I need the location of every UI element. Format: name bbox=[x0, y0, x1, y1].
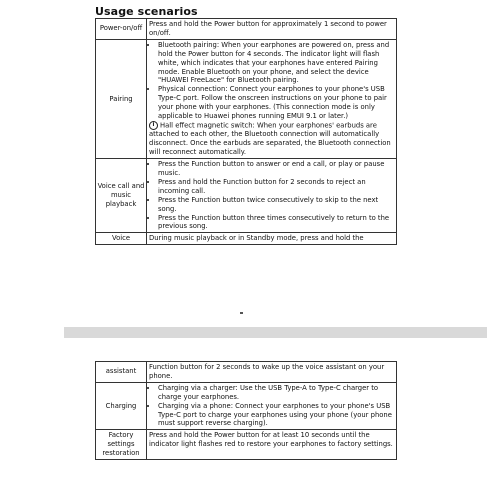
row-text-power: Press and hold the Power button for approximately 1 second to power on/off. bbox=[147, 19, 397, 40]
list-item: • Press the Function button three times consecutively to return to the previous song. bbox=[158, 214, 394, 232]
list-item: • Press the Function button to answer or end a call, or play or pause music. bbox=[158, 160, 394, 178]
row-label-charging: Charging bbox=[96, 382, 147, 430]
table-row bbox=[96, 362, 397, 383]
table-row bbox=[96, 19, 397, 40]
usage-table-bottom bbox=[95, 361, 397, 460]
charging-list bbox=[149, 384, 394, 429]
list-item: • Charging via a phone: Connect your earphones to your phone's USB Type-C port to charge your earphones using your phone (your phone must support reverse charging). bbox=[158, 402, 394, 429]
page-title: Usage scenarios bbox=[95, 5, 198, 18]
row-text-factory: Press and hold the Power button for at least 10 seconds until the indicator light flashes red to restore your earphones to factory settings. bbox=[147, 430, 397, 460]
list-item: • Press the Function button twice consecutively to skip to the next song. bbox=[158, 196, 394, 214]
row-label-pairing: Pairing bbox=[96, 39, 147, 158]
row-label-voice: Voice bbox=[96, 233, 147, 245]
row-content-charging bbox=[147, 382, 397, 430]
row-label-voice-call: Voice call and music playback bbox=[96, 159, 147, 233]
list-item: • Bluetooth pairing: When your earphones are powered on, press and hold the Power button for 4 seconds. The indicator light will flash white, which indicates that your earphones have entered Pairing mode. Enable Bluetooth on your phone, and select the device "HUAWEI FreeLace" for Bluetooth pairing. bbox=[158, 41, 394, 86]
voice-call-list bbox=[149, 160, 394, 231]
row-label-assistant: assistant bbox=[96, 362, 147, 383]
table-row bbox=[96, 233, 397, 245]
table-row bbox=[96, 430, 397, 460]
table-row bbox=[96, 39, 397, 158]
list-item: • Charging via a charger: Use the USB Type-A to Type-C charger to charge your earphones. bbox=[158, 384, 394, 402]
row-content-pairing bbox=[147, 39, 397, 158]
list-item: • Press and hold the Function button for 2 seconds to reject an incoming call. bbox=[158, 178, 394, 196]
table-row bbox=[96, 382, 397, 430]
usage-table-top bbox=[95, 18, 397, 245]
row-label-power: Power-on/off bbox=[96, 19, 147, 40]
pairing-list bbox=[149, 41, 394, 121]
list-item: • Physical connection: Connect your earphones to your phone's USB Type-C port. Follow the onscreen instructions on your phone to pair your phone with your earphones. (This connection mode is only applicable to Huawei phones running EMUI 9.1 or later.) bbox=[158, 85, 394, 121]
row-label-factory: Factory settings restoration bbox=[96, 430, 147, 460]
hall-effect-note bbox=[149, 121, 394, 157]
row-content-voice-call bbox=[147, 159, 397, 233]
info-icon: i bbox=[149, 121, 158, 130]
note-text: Hall effect magnetic switch: When your earphones' earbuds are attached to each other, the Bluetooth connection will automatically disconnect. Once the earbuds are separated, the Bluetooth connection will reconnect automatically. bbox=[149, 121, 391, 157]
page-mark bbox=[240, 312, 243, 314]
table-row bbox=[96, 159, 397, 233]
row-text-assistant: Function button for 2 seconds to wake up the voice assistant on your phone. bbox=[147, 362, 397, 383]
row-text-voice: During music playback or in Standby mode, press and hold the bbox=[147, 233, 397, 245]
page-divider bbox=[64, 327, 487, 338]
